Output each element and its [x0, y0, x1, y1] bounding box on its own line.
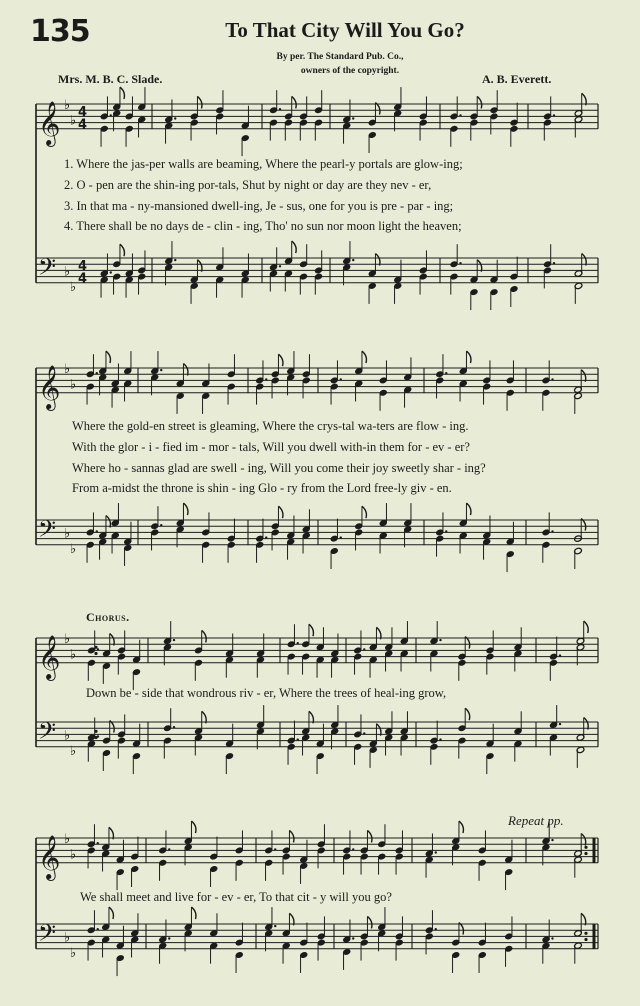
note-dot	[459, 114, 461, 116]
note-dot	[173, 726, 175, 728]
flat-sign-icon: ♭	[64, 728, 71, 744]
note-dot	[110, 271, 112, 273]
verse-3-line-2: Where ho - sannas glad are swell - ing, Will you come their joy sweetly shar - ing?	[72, 461, 486, 475]
chorus-line-1: Down be - side that wondrous riv - er, Where the trees of heal-ing grow,	[86, 686, 447, 700]
time-signature: 4	[78, 117, 88, 133]
note-flag	[465, 708, 470, 720]
note-dot	[340, 536, 342, 538]
copyright-credit: By per. The Standard Pub. Co.,	[276, 52, 404, 62]
note-flag	[289, 830, 294, 842]
note-flag	[120, 244, 125, 256]
flat-sign-icon: ♭	[64, 930, 71, 946]
note-dot	[96, 530, 98, 532]
repeat-dot	[94, 646, 97, 649]
note-flag	[106, 351, 111, 363]
note-flag	[477, 96, 482, 108]
bass-clef-icon: 𝄢	[38, 515, 57, 548]
note-flag	[278, 354, 283, 366]
repeat-dot	[584, 852, 587, 855]
repeat-direction: Repeat pp.	[508, 813, 564, 828]
note-dot	[551, 378, 553, 380]
note-dot	[97, 648, 99, 650]
verse-2-line-2: With the glor - i - fied im - mor - tals, Will you dwell with-in them for - ev - er?	[72, 440, 470, 454]
note-flag	[466, 351, 471, 363]
note-dot	[279, 265, 281, 267]
repeat-dot	[94, 652, 97, 655]
repeat-dot	[584, 938, 587, 941]
note-flag	[191, 907, 196, 919]
composer: A. B. Everett.	[482, 72, 552, 86]
note-flag	[278, 506, 283, 518]
verse-4-line-1: 4. There shall be no days de - clin - ing, Tho' no sun nor moon light the heaven;	[64, 219, 462, 233]
note-dot	[445, 530, 447, 532]
note-dot	[97, 928, 99, 930]
note-dot	[459, 262, 461, 264]
note-dot	[110, 114, 112, 116]
note-dot	[439, 738, 441, 740]
note-dot	[279, 108, 281, 110]
lyricist: Mrs. M. B. C. Slade.	[58, 72, 163, 86]
note-flag	[120, 87, 125, 99]
hymn-number: 135	[30, 14, 90, 49]
note-dot	[553, 262, 555, 264]
note-flag	[109, 907, 114, 919]
time-signature: 4	[78, 271, 88, 287]
note-flag	[292, 241, 297, 253]
note-flag	[202, 630, 207, 642]
verse-2-line-1: 2. O - pen are the shin-ing por-tals, Shut by night or day are they nev - er,	[64, 178, 432, 192]
note-dot	[168, 937, 170, 939]
flat-sign-icon: ♭	[70, 541, 77, 557]
note-dot	[435, 928, 437, 930]
time-signature: 4	[78, 104, 88, 120]
note-dot	[352, 117, 354, 119]
note-flag	[183, 503, 188, 515]
note-dot	[174, 117, 176, 119]
note-dot	[340, 378, 342, 380]
note-flag	[584, 621, 589, 633]
note-dot	[445, 372, 447, 374]
note-flag	[367, 916, 372, 928]
verse-4-line-2: From a-midst the throne is shin - ing Glo - ry from the Lord free-ly giv - en.	[72, 481, 452, 495]
repeat-dot	[94, 730, 97, 733]
note-dot	[173, 639, 175, 641]
note-dot	[297, 642, 299, 644]
note-dot	[559, 723, 561, 725]
note-dot	[363, 732, 365, 734]
flat-sign-icon: ♭	[70, 279, 77, 295]
chorus-label: Chorus.	[86, 610, 130, 624]
flat-sign-icon: ♭	[70, 377, 77, 393]
repeat-dot	[584, 846, 587, 849]
note-dot	[168, 848, 170, 850]
verse-3-line-1: 3. In that ma - ny-mansioned dwell-ing, Je - sus, one for you is pre - par - ing;	[64, 199, 454, 213]
flat-sign-icon: ♭	[64, 832, 71, 847]
bass-clef-icon: 𝄢	[38, 253, 57, 286]
note-flag	[367, 830, 372, 842]
note-flag	[191, 821, 196, 833]
flat-sign-icon: ♭	[64, 264, 71, 280]
note-dot	[160, 369, 162, 371]
note-dot	[174, 259, 176, 261]
repeat-dot	[584, 932, 587, 935]
note-dot	[551, 839, 553, 841]
bass-clef-icon: 𝄢	[38, 919, 57, 952]
time-signature: 4	[78, 258, 88, 274]
flat-sign-icon: ♭	[70, 647, 77, 663]
flat-sign-icon: ♭	[64, 362, 71, 377]
treble-clef-icon: 𝄞	[38, 364, 61, 409]
repeat-dot	[94, 736, 97, 739]
treble-clef-icon: 𝄞	[38, 634, 61, 679]
note-dot	[297, 738, 299, 740]
note-dot	[363, 648, 365, 650]
verse-1-line-2: Where the gold-en street is gleaming, Where the crys-tal wa-ters are flow - ing.	[72, 419, 469, 433]
note-dot	[559, 654, 561, 656]
note-dot	[96, 372, 98, 374]
flat-sign-icon: ♭	[64, 526, 71, 542]
treble-clef-icon: 𝄞	[38, 100, 61, 145]
note-dot	[265, 536, 267, 538]
bass-clef-icon: 𝄢	[38, 717, 57, 750]
flat-sign-icon: ♭	[64, 632, 71, 647]
note-flag	[362, 351, 367, 363]
hymn-title-text: To That City Will You Go?	[225, 18, 465, 42]
note-dot	[352, 259, 354, 261]
note-dot	[352, 848, 354, 850]
chorus-line-2: We shall meet and live for - ev - er, To that cit - y will you go?	[80, 890, 392, 904]
note-dot	[265, 378, 267, 380]
copyright-owner: owners of the copyright.	[300, 66, 400, 76]
note-dot	[274, 848, 276, 850]
note-flag	[292, 96, 297, 108]
treble-clef-icon: 𝄞	[38, 834, 61, 879]
verse-1-line-1: 1. Where the jas-per walls are beaming, Where the pearl-y portals are glow-ing;	[64, 157, 463, 171]
flat-sign-icon: ♭	[70, 847, 77, 863]
note-dot	[551, 937, 553, 939]
note-dot	[439, 639, 441, 641]
flat-sign-icon: ♭	[70, 113, 77, 129]
flat-sign-icon: ♭	[64, 98, 71, 113]
note-flag	[197, 96, 202, 108]
flat-sign-icon: ♭	[70, 743, 77, 759]
flat-sign-icon: ♭	[70, 945, 77, 961]
note-dot	[553, 114, 555, 116]
note-flag	[466, 503, 471, 515]
note-flag	[309, 624, 314, 636]
note-dot	[435, 851, 437, 853]
note-dot	[160, 524, 162, 526]
note-dot	[274, 925, 276, 927]
note-dot	[97, 842, 99, 844]
note-dot	[551, 530, 553, 532]
note-dot	[352, 937, 354, 939]
note-flag	[362, 506, 367, 518]
note-flag	[459, 821, 464, 833]
